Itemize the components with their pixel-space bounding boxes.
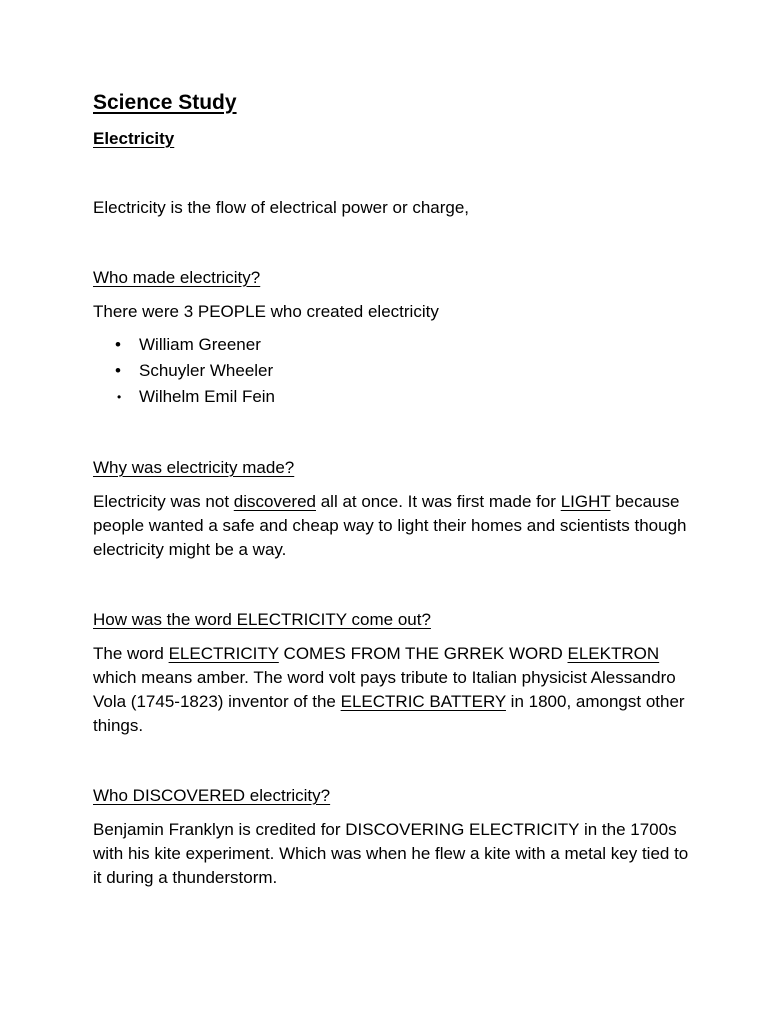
underlined-term: ELEKTRON: [567, 644, 660, 663]
document-subtitle: Electricity: [93, 129, 175, 148]
person-name: Wilhelm Emil Fein: [139, 387, 276, 406]
bullet-icon: •: [115, 361, 121, 380]
document-title: Science Study: [93, 91, 237, 114]
section-text-who-made: There were 3 PEOPLE who created electricity: [93, 302, 439, 321]
section-text-why-made: [93, 490, 693, 562]
bullet-icon: •: [117, 390, 122, 404]
underlined-term: ELECTRICITY: [168, 644, 279, 663]
text-run: COMES FROM THE GRREK WORD: [278, 644, 568, 663]
section-heading-word-origin: How was the word ELECTRICITY come out?: [93, 610, 431, 629]
person-name: Schuyler Wheeler: [139, 361, 274, 380]
people-list: [93, 332, 693, 410]
section-text-who-discovered: Benjamin Franklyn is credited for DISCOVERING ELECTRICITY in the 1700s with his kite experiment. Which was when he flew a kite with a metal key tied to it during a thunderstorm.: [93, 820, 689, 887]
underlined-term: discovered: [233, 492, 316, 511]
bullet-icon: •: [115, 335, 121, 354]
section-heading-who-discovered: Who DISCOVERED electricity?: [93, 786, 331, 805]
text-run: in 1800, amongst other things.: [93, 692, 685, 735]
list-item: [117, 384, 693, 410]
text-run: all at once. It was first made for: [315, 492, 561, 511]
document-body: [93, 90, 693, 890]
list-item: [115, 358, 693, 384]
section-text-word-origin: [93, 642, 693, 738]
text-run: The word: [93, 644, 169, 663]
text-run: because people wanted a safe and cheap way to light their homes and scientists though electricity might be a way.: [93, 492, 687, 559]
intro-paragraph: Electricity is the flow of electrical power or charge,: [93, 198, 470, 217]
person-name: William Greener: [139, 335, 261, 354]
underlined-term: ELECTRIC BATTERY: [340, 692, 506, 711]
section-heading-who-made: Who made electricity?: [93, 268, 261, 287]
underlined-term: LIGHT: [560, 492, 611, 511]
list-item: [115, 332, 693, 358]
text-run: which means amber. The word volt pays tribute to Italian physicist Alessandro Vola (1745-1823) inventor of the: [93, 668, 676, 711]
text-run: Electricity was not: [93, 492, 234, 511]
section-heading-why-made: Why was electricity made?: [93, 458, 295, 477]
